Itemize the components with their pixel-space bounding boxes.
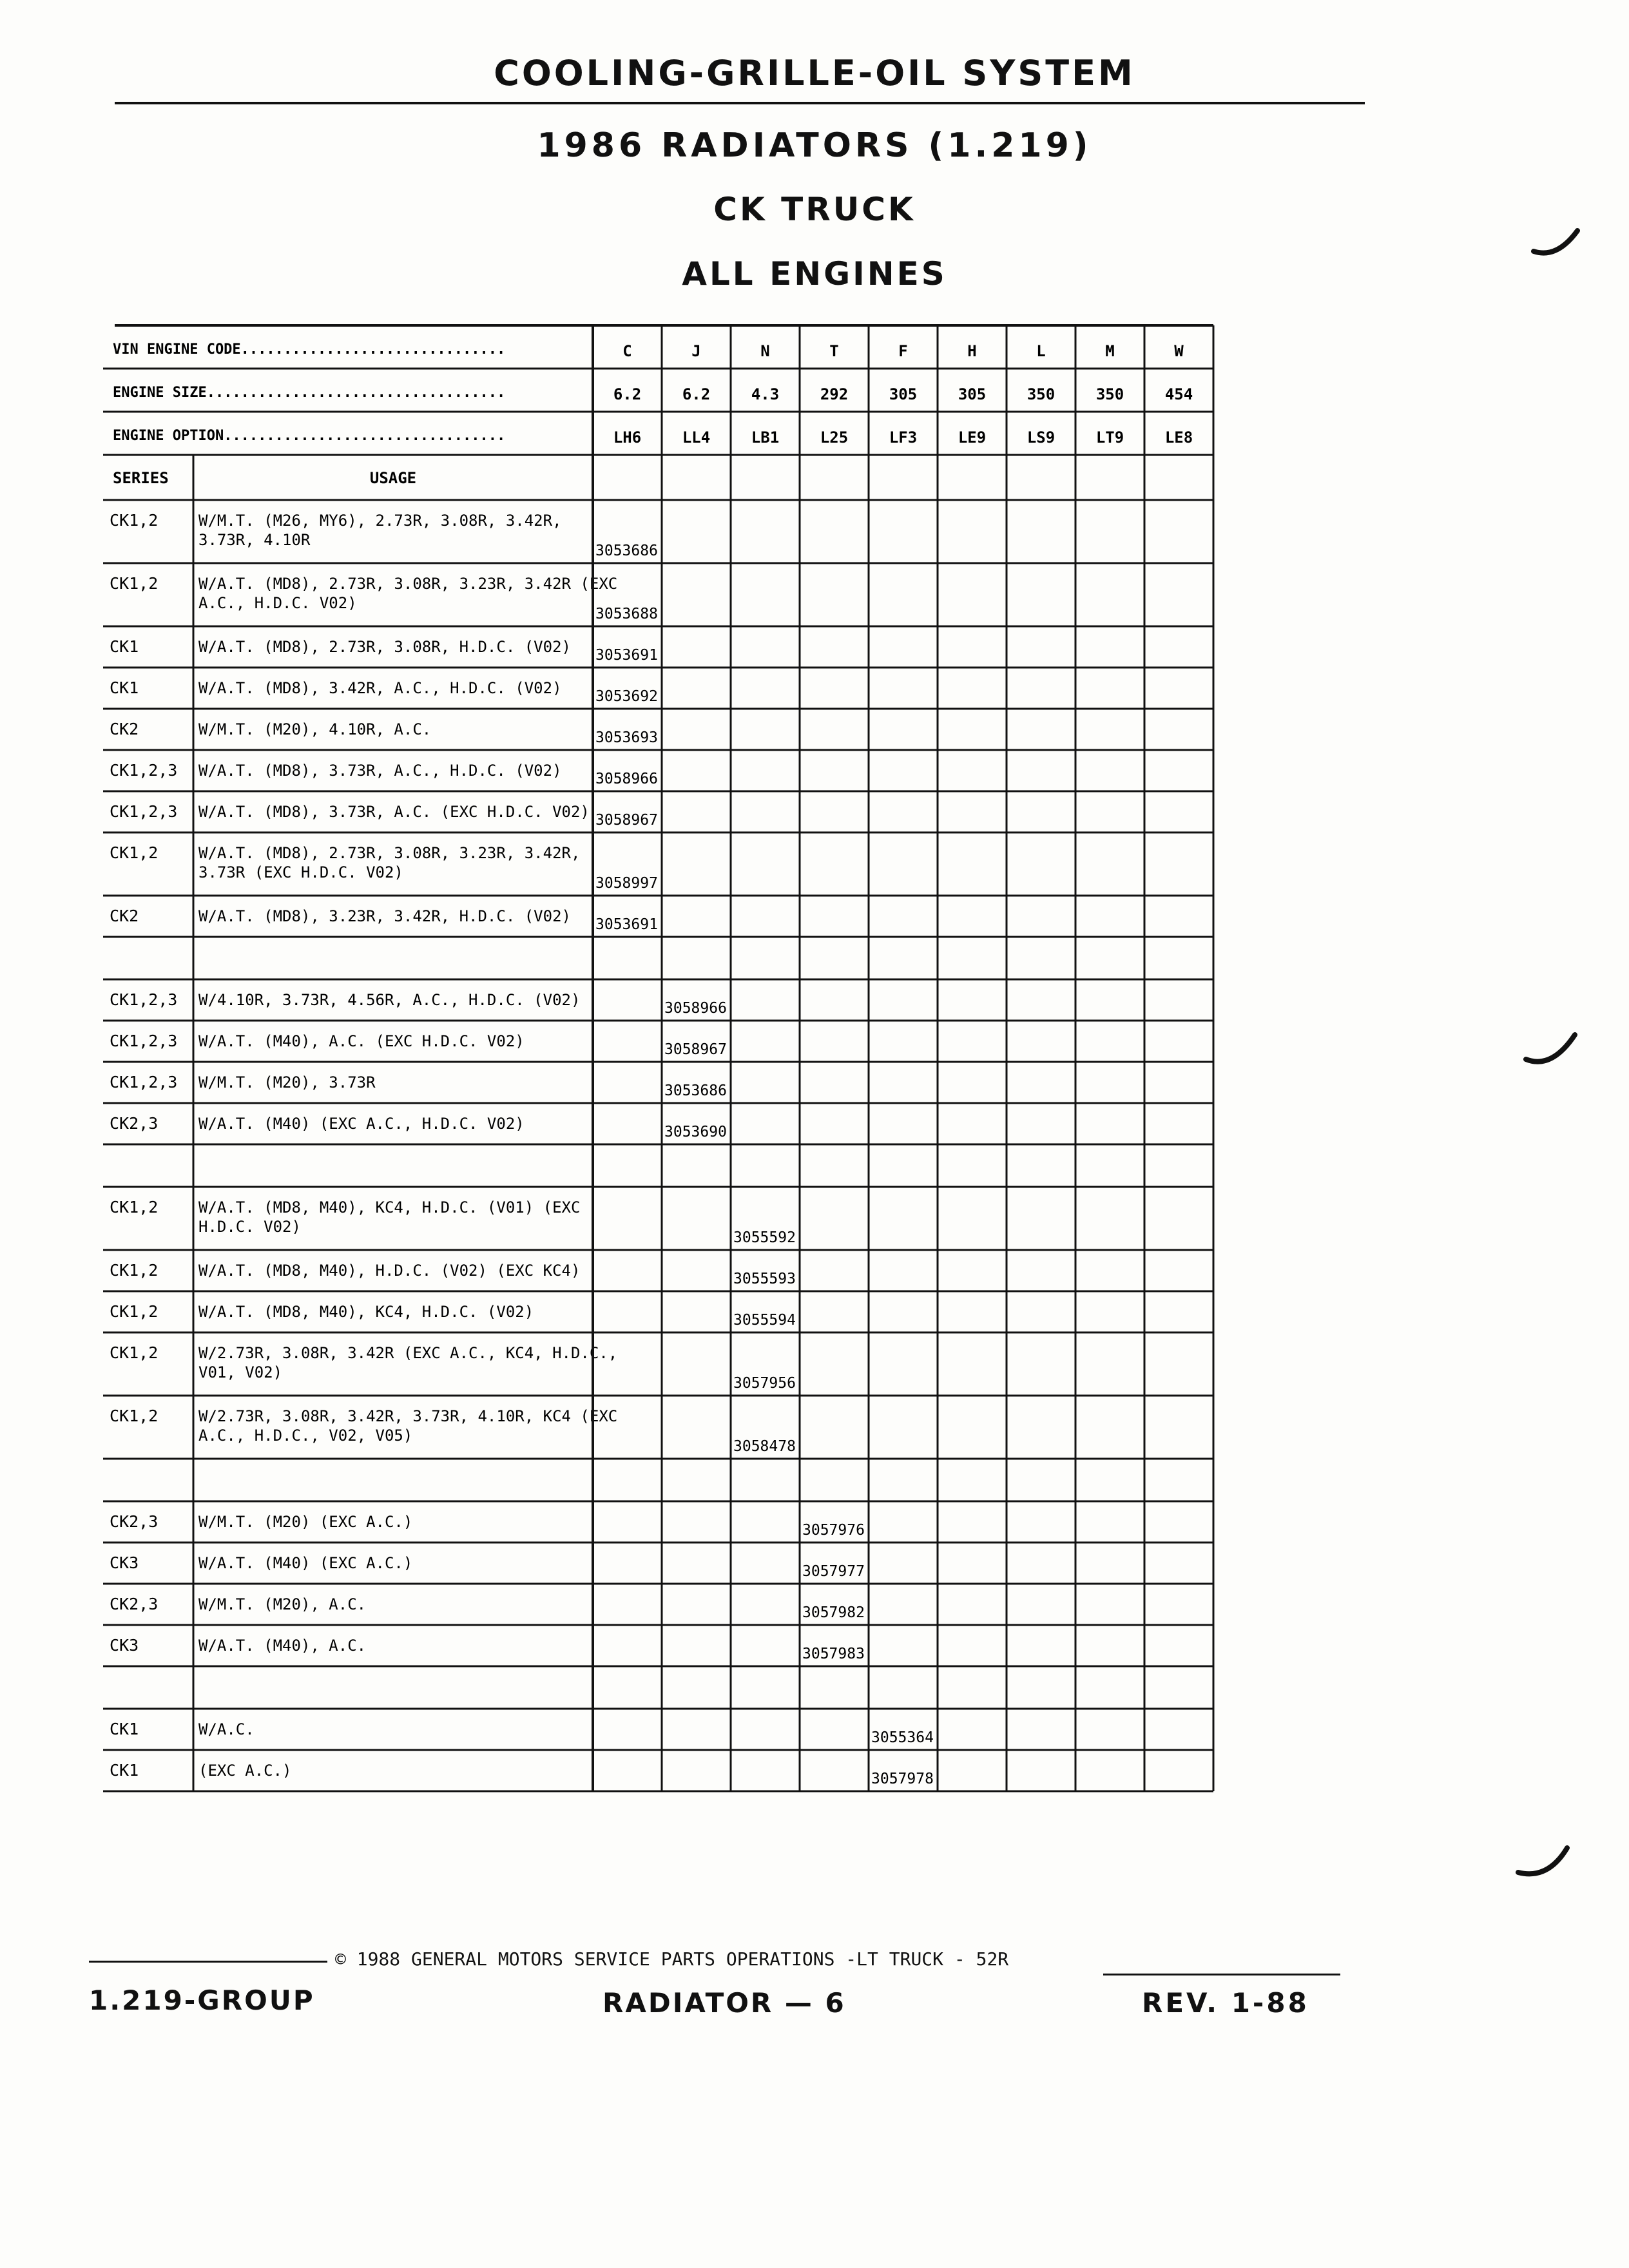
page-header: COOLING-GRILLE-OIL SYSTEM: [494, 53, 1135, 93]
series-cell: CK1,2: [110, 574, 159, 593]
spec-label: ENGINE OPTION.................................: [113, 428, 506, 444]
series-cell: CK1,2: [110, 1302, 159, 1321]
spec-label: ENGINE SIZE...................................: [113, 385, 506, 401]
usage-cell: W/M.T. (M20), 4.10R, A.C.: [198, 720, 432, 738]
engine-size-cell: 305: [958, 385, 987, 403]
usage-cell: W/4.10R, 3.73R, 4.56R, A.C., H.D.C. (V02): [198, 991, 581, 1009]
series-cell: CK1: [110, 637, 139, 656]
part-number-cell: 3053686: [664, 1082, 727, 1099]
engine-size-cell: 454: [1164, 385, 1193, 403]
usage-cell: 3.73R (EXC H.D.C. V02): [198, 863, 403, 881]
series-header: SERIES: [113, 469, 169, 487]
series-cell: CK1,2: [110, 843, 159, 862]
usage-header: USAGE: [369, 469, 417, 487]
engine-option-cell: LE8: [1164, 428, 1193, 447]
engine-size-cell: 292: [820, 385, 849, 403]
part-number-cell: 3058966: [595, 771, 658, 787]
engine-size-cell: 6.2: [613, 385, 642, 403]
engine-option-cell: LE9: [958, 428, 987, 447]
usage-cell: A.C., H.D.C. V02): [198, 594, 357, 612]
series-cell: CK1: [110, 678, 139, 697]
part-number-cell: 3055594: [733, 1312, 796, 1329]
part-number-cell: 3058997: [595, 875, 658, 892]
usage-cell: W/A.C.: [198, 1720, 255, 1738]
series-cell: CK3: [110, 1553, 139, 1572]
part-number-cell: 3053691: [595, 916, 658, 933]
engine-vin-cell: L: [1036, 342, 1046, 360]
usage-cell: W/A.T. (MD8), 2.73R, 3.08R, 3.23R, 3.42R,: [198, 844, 581, 862]
part-number-cell: 3057956: [733, 1375, 796, 1392]
usage-cell: W/M.T. (M20), A.C.: [198, 1595, 367, 1613]
part-number-cell: 3055593: [733, 1271, 796, 1287]
usage-cell: W/A.T. (MD8), 3.23R, 3.42R, H.D.C. (V02): [198, 907, 571, 925]
part-number-cell: 3053692: [595, 688, 658, 705]
series-cell: CK3: [110, 1636, 139, 1655]
engine-vin-cell: C: [622, 342, 632, 360]
engine-option-cell: L25: [820, 428, 849, 447]
engine-size-cell: 350: [1027, 385, 1055, 403]
title-engines: ALL ENGINES: [682, 255, 947, 293]
usage-cell: W/A.T. (MD8), 3.73R, A.C. (EXC H.D.C. V02): [198, 803, 590, 821]
engine-vin-cell: T: [829, 342, 839, 360]
usage-cell: W/2.73R, 3.08R, 3.42R (EXC A.C., KC4, H.D.C.,: [198, 1344, 618, 1362]
usage-cell: W/A.T. (MD8, M40), H.D.C. (V02) (EXC KC4): [198, 1262, 581, 1280]
usage-cell: W/M.T. (M20) (EXC A.C.): [198, 1513, 413, 1531]
series-cell: CK2,3: [110, 1512, 159, 1531]
engine-option-cell: LB1: [751, 428, 780, 447]
part-number-cell: 3058967: [595, 812, 658, 829]
series-cell: CK1,2,3: [110, 802, 178, 821]
usage-cell: W/A.T. (MD8), 3.73R, A.C., H.D.C. (V02): [198, 762, 562, 780]
part-number-cell: 3057983: [802, 1646, 865, 1662]
series-cell: CK1,2,3: [110, 761, 178, 780]
part-number-cell: 3053688: [595, 606, 658, 622]
footer-right-rule: [1103, 1974, 1340, 1975]
engine-vin-cell: J: [691, 342, 701, 360]
part-number-cell: 3055592: [733, 1229, 796, 1246]
section-label: RADIATOR — 6: [602, 1987, 846, 2019]
title-radiators: 1986 RADIATORS (1.219): [537, 126, 1092, 165]
series-cell: CK1: [110, 1720, 139, 1738]
title-truck: CK TRUCK: [713, 191, 916, 228]
part-number-cell: 3053690: [664, 1124, 727, 1140]
engine-option-cell: LF3: [889, 428, 918, 447]
engine-vin-cell: M: [1105, 342, 1115, 360]
engine-option-cell: LS9: [1027, 428, 1055, 447]
series-cell: CK1,2,3: [110, 1073, 178, 1091]
series-cell: CK2,3: [110, 1114, 159, 1133]
part-number-cell: 3058967: [664, 1041, 727, 1058]
series-cell: CK1,2: [110, 1198, 159, 1216]
usage-cell: W/A.T. (M40) (EXC A.C., H.D.C. V02): [198, 1115, 525, 1133]
part-number-cell: 3057976: [802, 1522, 865, 1539]
usage-cell: W/M.T. (M20), 3.73R: [198, 1073, 376, 1091]
usage-cell: 3.73R, 4.10R: [198, 531, 311, 549]
part-number-cell: 3055364: [871, 1729, 934, 1746]
usage-cell: A.C., H.D.C., V02, V05): [198, 1427, 413, 1445]
series-cell: CK1,2: [110, 1407, 159, 1425]
part-number-cell: 3058478: [733, 1438, 796, 1455]
usage-cell: W/A.T. (MD8, M40), KC4, H.D.C. (V02): [198, 1303, 534, 1321]
usage-cell: V01, V02): [198, 1363, 283, 1381]
usage-cell: W/A.T. (MD8), 2.73R, 3.08R, 3.23R, 3.42R (EXC: [198, 575, 618, 593]
series-cell: CK2,3: [110, 1595, 159, 1613]
usage-cell: W/A.T. (M40), A.C. (EXC H.D.C. V02): [198, 1032, 525, 1050]
engine-size-cell: 4.3: [751, 385, 780, 403]
usage-cell: W/A.T. (M40) (EXC A.C.): [198, 1554, 413, 1572]
spec-label: VIN ENGINE CODE...............................: [113, 341, 506, 358]
series-cell: CK1,2: [110, 1261, 159, 1280]
series-cell: CK1: [110, 1761, 139, 1780]
engine-option-cell: LT9: [1095, 428, 1124, 447]
series-cell: CK2: [110, 907, 139, 925]
part-number-cell: 3053686: [595, 543, 658, 559]
series-cell: CK1,2,3: [110, 990, 178, 1009]
margin-hook-mark: [1523, 1031, 1581, 1076]
engine-size-cell: 6.2: [682, 385, 711, 403]
part-number-cell: 3057978: [871, 1771, 934, 1787]
copyright-line: © 1988 GENERAL MOTORS SERVICE PARTS OPERATIONS -LT TRUCK - 52R: [335, 1948, 1009, 1970]
usage-cell: W/M.T. (M26, MY6), 2.73R, 3.08R, 3.42R,: [198, 512, 562, 530]
series-cell: CK1,2: [110, 511, 159, 530]
engine-size-cell: 305: [889, 385, 918, 403]
margin-hook-mark: [1516, 1843, 1574, 1888]
series-cell: CK1,2,3: [110, 1032, 178, 1050]
part-number-cell: 3053693: [595, 729, 658, 746]
usage-cell: W/2.73R, 3.08R, 3.42R, 3.73R, 4.10R, KC4 (EXC: [198, 1407, 618, 1425]
part-number-cell: 3057977: [802, 1563, 865, 1580]
engine-option-cell: LH6: [613, 428, 642, 447]
engine-size-cell: 350: [1095, 385, 1124, 403]
series-cell: CK2: [110, 720, 139, 738]
revision-label: REV. 1-88: [1142, 1987, 1309, 2019]
engine-vin-cell: H: [967, 342, 977, 360]
usage-cell: H.D.C. V02): [198, 1218, 301, 1236]
engine-vin-cell: F: [898, 342, 908, 360]
usage-cell: W/A.T. (MD8), 3.42R, A.C., H.D.C. (V02): [198, 679, 562, 697]
usage-cell: (EXC A.C.): [198, 1762, 292, 1780]
part-number-cell: 3058966: [664, 1000, 727, 1017]
series-cell: CK1,2: [110, 1343, 159, 1362]
engine-option-cell: LL4: [682, 428, 711, 447]
footer-left-rule: [89, 1961, 327, 1963]
part-number-cell: 3057982: [802, 1604, 865, 1621]
part-number-cell: 3053691: [595, 647, 658, 664]
margin-hook-mark: [1531, 226, 1583, 264]
usage-cell: W/A.T. (MD8, M40), KC4, H.D.C. (V01) (EXC: [198, 1198, 581, 1216]
engine-vin-cell: W: [1174, 342, 1184, 360]
group-label: 1.219-GROUP: [89, 1984, 315, 2016]
usage-cell: W/A.T. (M40), A.C.: [198, 1637, 367, 1655]
usage-cell: W/A.T. (MD8), 2.73R, 3.08R, H.D.C. (V02): [198, 638, 571, 656]
engine-vin-cell: N: [760, 342, 770, 360]
